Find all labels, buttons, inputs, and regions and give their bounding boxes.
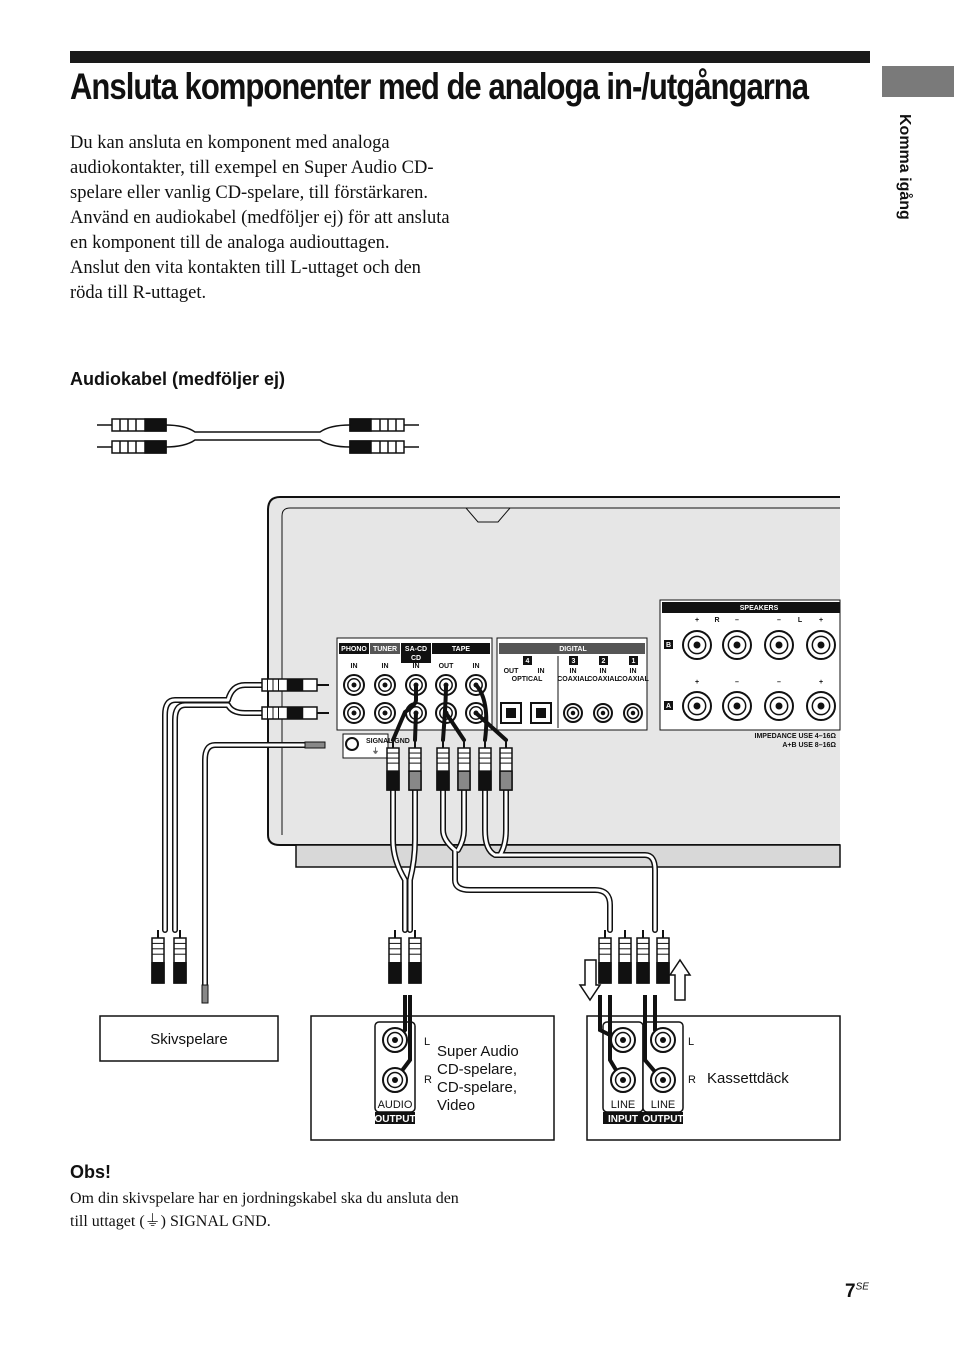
tape-input-label: INPUT	[608, 1114, 638, 1125]
sacd-jack-l: L	[424, 1036, 431, 1048]
optical-label: OPTICAL	[511, 676, 543, 683]
sacd-audio-label: AUDIO	[377, 1099, 413, 1111]
speaker-terminal	[765, 631, 793, 659]
speaker-terminal	[723, 692, 751, 720]
speaker-plus: +	[818, 617, 824, 624]
rca-plug	[637, 930, 649, 983]
turntable-label: Skivspelare	[150, 1031, 228, 1048]
speaker-b-label: B	[665, 642, 672, 649]
coaxial-jack	[624, 704, 642, 722]
tape-jack-r: R	[688, 1074, 696, 1086]
note-text: Om din skivspelare har en jordningskabel ska du ansluta den till uttaget (⏚) SIGNAL GND.	[70, 1190, 459, 1230]
speaker-l: L	[797, 617, 803, 624]
tuner-in-label: IN	[381, 663, 389, 670]
digital-num-1: 1	[631, 658, 636, 665]
section-tab-label: Komma igång	[896, 114, 913, 220]
sacd-label-line: CD-spelare,	[437, 1079, 518, 1096]
digital-num-4: 4	[525, 658, 530, 665]
speaker-terminal	[683, 692, 711, 720]
rca-plug	[409, 930, 421, 983]
speaker-plus: +	[818, 679, 824, 686]
rca-plug	[389, 930, 401, 983]
cable-heading: Audiokabel (medföljer ej)	[70, 369, 286, 389]
page-suffix: SE	[855, 1281, 869, 1293]
tape-output-label: OUTPUT	[642, 1114, 684, 1125]
rca-jack	[344, 675, 364, 695]
rca-plug	[437, 740, 449, 790]
speaker-minus: –	[777, 679, 781, 686]
speaker-minus: –	[735, 679, 739, 686]
rca-jack	[611, 1028, 635, 1052]
ground-wire-end	[202, 985, 208, 1003]
rca-jack	[375, 703, 395, 723]
speakers-label: SPEAKERS	[739, 605, 779, 612]
rca-plug	[387, 740, 399, 790]
speaker-plus: +	[694, 679, 700, 686]
speaker-terminal	[765, 692, 793, 720]
sacd-label: SA-CD	[404, 646, 428, 653]
cd-label: CD	[410, 655, 422, 662]
speaker-minus: –	[735, 617, 739, 624]
sacd-jack-r: R	[424, 1074, 432, 1086]
rca-jack	[651, 1068, 675, 1092]
signal-direction-arrows	[580, 960, 690, 1000]
rca-jack	[344, 703, 364, 723]
rca-plug	[479, 740, 491, 790]
rca-plug	[599, 930, 611, 983]
intro-paragraph: Anslut den vita kontakten till L-uttaget och den röda till R-uttaget.	[70, 258, 421, 303]
tape-out-label: OUT	[438, 663, 454, 670]
coax2-label: COAXIAL	[587, 676, 619, 683]
phono-label: PHONO	[341, 646, 367, 653]
page-title: Ansluta komponenter med de analoga in-/utgångarna	[70, 66, 809, 107]
speaker-terminal	[683, 631, 711, 659]
speaker-terminal	[807, 692, 835, 720]
speaker-minus: –	[777, 617, 781, 624]
coaxial-jack	[594, 704, 612, 722]
tape-line-out-label: LINE	[650, 1099, 676, 1111]
digital-label: DIGITAL	[559, 646, 587, 653]
rca-jack	[383, 1028, 407, 1052]
page-number-value: 7	[845, 1281, 856, 1302]
sacd-label-line: CD-spelare,	[437, 1061, 518, 1078]
tape-line-in-label: LINE	[610, 1099, 636, 1111]
optical-out-label: OUT	[503, 668, 519, 675]
rca-plug	[500, 740, 512, 790]
phono-in-label: IN	[350, 663, 358, 670]
coax3-in-label: IN	[569, 668, 577, 675]
coaxial-jack	[564, 704, 582, 722]
optical-in-label: IN	[537, 668, 545, 675]
tuner-label: TUNER	[372, 646, 398, 653]
rca-jack	[375, 675, 395, 695]
impedance-ab-label: A+B USE 8–16Ω	[782, 742, 836, 749]
ground-wire-end	[305, 742, 325, 748]
turntable-device	[100, 1016, 278, 1061]
coax3-label: COAXIAL	[557, 676, 589, 683]
sacd-label-line: Super Audio	[437, 1043, 519, 1060]
tape-jack-l: L	[688, 1036, 695, 1048]
coax2-in-label: IN	[599, 668, 607, 675]
speaker-plus: +	[694, 617, 700, 624]
rca-jack	[611, 1068, 635, 1092]
speaker-terminal	[807, 631, 835, 659]
digital-num-2: 2	[601, 658, 606, 665]
sacd-output-label: OUTPUT	[374, 1114, 416, 1125]
impedance-label: IMPEDANCE USE 4–16Ω	[754, 733, 836, 740]
rca-jack	[383, 1068, 407, 1092]
rca-jack	[651, 1028, 675, 1052]
digital-num-3: 3	[571, 658, 576, 665]
arrow-up-icon	[670, 960, 690, 1000]
speaker-terminal	[723, 631, 751, 659]
tape-in-label: IN	[472, 663, 480, 670]
tape-deck-label: Kassettdäck	[707, 1070, 789, 1087]
rca-plug	[619, 930, 631, 983]
ground-symbol-icon: ⏚	[372, 748, 379, 755]
note-heading: Obs!	[70, 1162, 112, 1182]
coax1-label: COAXIAL	[617, 676, 649, 683]
coax1-in-label: IN	[629, 668, 637, 675]
intro-paragraph: Du kan ansluta en komponent med analoga audiokontakter, till exempel en Super Audio CD-spelare eller vanlig CD-spelare, till förstärkaren.	[70, 133, 434, 203]
signal-gnd-terminal	[346, 738, 358, 750]
speaker-r: R	[714, 617, 720, 624]
sacd-in-label: IN	[412, 663, 420, 670]
audio-cable-illustration	[97, 419, 419, 453]
rca-plug	[458, 740, 470, 790]
signal-gnd-label: SIGNAL GND	[366, 738, 410, 745]
rca-plug	[657, 930, 669, 983]
page-number	[845, 1281, 869, 1303]
rca-plug	[152, 930, 164, 983]
rca-plug	[174, 930, 186, 983]
intro-paragraph: Använd en audiokabel (medföljer ej) för att ansluta en komponent till de analoga audiouttagen.	[70, 208, 450, 253]
rca-plug	[409, 740, 421, 790]
arrow-down-icon	[580, 960, 600, 1000]
speaker-a-label: A	[665, 703, 672, 710]
sacd-player-device	[311, 1016, 554, 1140]
sacd-label-line: Video	[437, 1097, 476, 1114]
tape-label: TAPE	[451, 646, 471, 653]
